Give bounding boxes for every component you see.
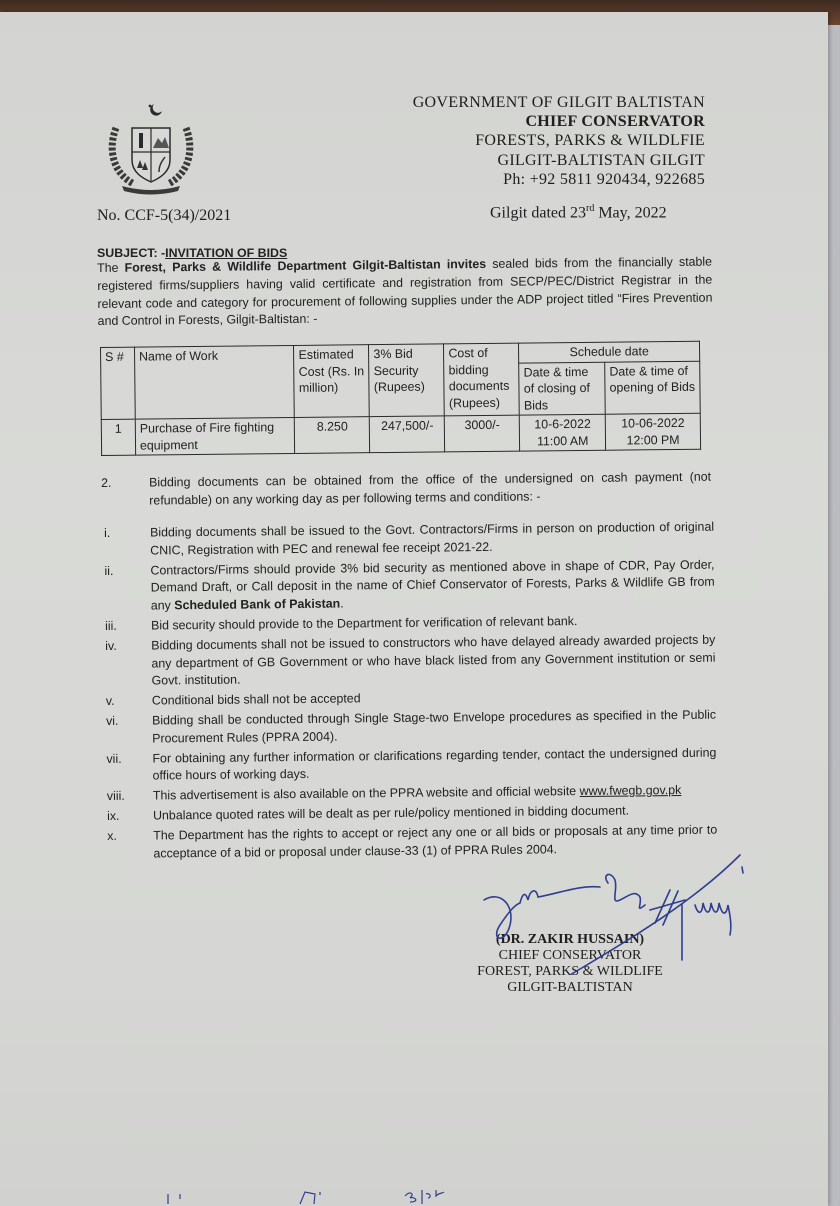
condition-text: Conditional bids shall not be accepted xyxy=(151,691,361,708)
cell-sno: 1 xyxy=(101,419,135,455)
header-closing: Date & time of closing of Bids xyxy=(519,362,605,415)
condition-number: viii. xyxy=(106,788,125,804)
header-document-cost: Cost of bidding documents (Rupees) xyxy=(444,343,520,416)
reference-number: No. CCF-5(34)/2021 xyxy=(97,207,232,224)
cell-opening xyxy=(605,413,700,450)
date-rest: May, 2022 xyxy=(594,204,667,222)
closing-date: 10-6-2022 xyxy=(534,416,591,432)
condition-item xyxy=(106,707,716,749)
cell-document-cost: 3000/- xyxy=(445,415,520,452)
letterhead-department: FORESTS, PARKS & WILDLFIE xyxy=(475,132,705,150)
condition-number: iii. xyxy=(104,618,117,633)
conditions-list xyxy=(104,519,718,866)
header-sno: S # xyxy=(101,347,136,419)
website-link[interactable]: www.fwegb.gov.pk xyxy=(579,783,682,799)
condition-text: Unbalance quoted rates will be dealt as per rule/policy mentioned in bidding document. xyxy=(152,803,630,823)
subject-title: INVITATION OF BIDS xyxy=(165,246,288,260)
header-opening: Date & time of opening of Bids xyxy=(605,361,700,414)
condition-text-main: This advertisement is also available on the PPRA website and official website xyxy=(152,784,580,803)
intro-text-end: sealed bids from the financially stable registered firms/suppliers having valid certificate and registration from SECP/PEC/District Registrar in the relevant code and category for procurement of following supplies under the ADP project titled “Fires Prevention and Control in Forests, Gilgit-Baltistan: - xyxy=(97,254,713,329)
intro-paragraph xyxy=(97,254,713,332)
table-row xyxy=(101,413,700,455)
condition-number: vi. xyxy=(105,713,119,728)
header-name-of-work: Name of Work xyxy=(134,345,294,419)
header-bid-security: 3% Bid Security (Rupees) xyxy=(369,344,445,417)
opening-time: 12:00 PM xyxy=(626,432,680,447)
bids-table xyxy=(100,341,701,456)
condition-number: x. xyxy=(107,828,117,843)
condition-item xyxy=(104,519,714,561)
condition-text-main: Contractors/Firms should provide 3% bid security as mentioned above in shape of CDR, Pay Order, Demand Draft, or Call deposit in the name of Chief Conservator of Forests, Parks & Wildlife GB from any xyxy=(150,557,715,613)
condition-number: iv. xyxy=(105,638,117,653)
condition-number: vii. xyxy=(106,751,122,766)
condition-text: Bidding documents shall be issued to the Govt. Contractors/Firms in person on production of original CNIC, Registration with PEC and renewal fee receipt 2021-22. xyxy=(150,519,715,558)
signatory-title: CHIEF CONSERVATOR xyxy=(498,948,642,963)
condition-text: Bidding shall be conducted through Single Stage-two Envelope procedures as specified in the Public Procurement Rules (PPRA 2004). xyxy=(151,707,717,746)
condition-text: The Department has the rights to accept or reject any one or all bids or proposals at any time prior to acceptance of a bid or proposal under clause-33 (1) of PPRA Rules 2004. xyxy=(153,822,718,861)
document-date xyxy=(490,203,667,222)
opening-date: 10-06-2022 xyxy=(621,415,685,431)
condition-number: ii. xyxy=(104,563,114,578)
condition-text: Bid security should provide to the Department for verification of relevant bank. xyxy=(150,614,578,633)
cell-name-of-work: Purchase of Fire fighting equipment xyxy=(135,417,295,455)
condition-text: Bidding documents shall not be issued to constructors who have delayed already awarded projects by any department of GB Government or who have black listed from any Government institution or semi Govt. institution. xyxy=(151,632,716,688)
condition-number: i. xyxy=(104,525,111,540)
signatory-region: GILGIT-BALTISTAN xyxy=(507,980,633,995)
cell-closing xyxy=(520,414,606,451)
condition-text: For obtaining any further information or clarifications regarding tender, contact the undersigned during office hours of working days. xyxy=(152,745,717,783)
condition-text-after: . xyxy=(340,596,344,611)
paragraph-number: 2. xyxy=(101,475,112,490)
government-emblem-icon xyxy=(104,98,198,196)
signatory-name: (DR. ZAKIR HUSSAIN) xyxy=(495,932,645,947)
closing-time: 11:00 AM xyxy=(536,433,589,448)
condition-item xyxy=(105,631,716,691)
signatory-department: FOREST, PARKS & WILDLIFE xyxy=(477,964,663,979)
date-suffix: rd xyxy=(585,203,595,214)
letterhead xyxy=(413,93,705,189)
condition-item xyxy=(106,744,716,786)
paragraph-text: Bidding documents can be obtained from the office of the undersigned on cash payment (not refundable) on any working day as per following terms and conditions: - xyxy=(149,469,712,508)
letterhead-government: GOVERNMENT OF GILGIT BALTISTAN xyxy=(412,94,705,111)
handwritten-margin-marks-icon xyxy=(0,1186,840,1206)
paragraph-2 xyxy=(101,469,711,511)
intro-text-bold: Forest, Parks & Wildlife Department Gilgit-Baltistan invites xyxy=(124,256,487,275)
condition-text-bold: Scheduled Bank of Pakistan xyxy=(174,596,341,613)
handwritten-signature-icon xyxy=(470,845,770,975)
condition-number: v. xyxy=(105,694,115,709)
header-estimated-cost: Estimated Cost (Rs. In million) xyxy=(294,345,370,418)
condition-number: ix. xyxy=(106,808,120,823)
header-schedule-date: Schedule date xyxy=(519,341,700,362)
cell-estimated-cost: 8.250 xyxy=(295,417,370,454)
letterhead-phone: Ph: +92 5811 920434, 922685 xyxy=(503,170,705,188)
date-prefix: Gilgit dated 23 xyxy=(490,204,586,222)
letterhead-location: GILGIT-BALTISTAN GILGIT xyxy=(497,151,705,169)
intro-text-start: The xyxy=(97,260,125,275)
cell-bid-security: 247,500/- xyxy=(370,416,445,453)
letterhead-office: CHIEF CONSERVATOR xyxy=(525,113,705,131)
subject-label: SUBJECT: - xyxy=(97,246,166,260)
condition-text xyxy=(150,556,715,615)
condition-item xyxy=(104,556,715,616)
